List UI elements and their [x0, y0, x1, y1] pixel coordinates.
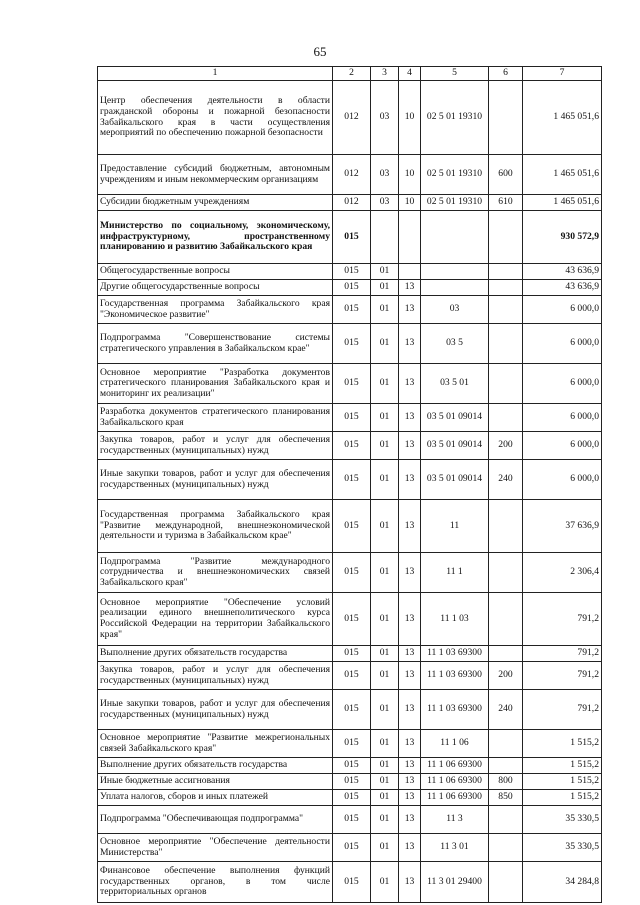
cell-name: Другие общегосударственные вопросы [98, 280, 333, 296]
cell-section: 01 [371, 593, 399, 646]
table-row [98, 460, 602, 500]
cell-expense-type: 240 [489, 690, 523, 730]
cell-grbs: 015 [333, 790, 371, 806]
cell-section: 01 [371, 690, 399, 730]
cell-name: Выполнение других обязательств государства [98, 646, 333, 662]
cell-target-article: 03 [421, 296, 489, 324]
table-row [98, 774, 602, 790]
table-row [98, 280, 602, 296]
cell-name: Закупка товаров, работ и услуг для обеспечения государственных (муниципальных) нужд [98, 662, 333, 690]
cell-grbs: 015 [333, 862, 371, 903]
cell-name: Основное мероприятие "Разработка документов стратегического планирования Забайкальского края и мониторинг их реализации" [98, 364, 333, 404]
cell-amount: 6 000,0 [523, 296, 602, 324]
cell-amount: 6 000,0 [523, 432, 602, 460]
cell-subsection: 13 [399, 593, 421, 646]
cell-section: 01 [371, 790, 399, 806]
cell-section: 01 [371, 324, 399, 364]
cell-name: Иные бюджетные ассигнования [98, 774, 333, 790]
table-row [98, 806, 602, 834]
header-cell-4: 4 [399, 67, 421, 81]
cell-name: Министерство по социальному, экономическому, инфраструктурному, пространственному планированию и развитию Забайкальского края [98, 211, 333, 264]
cell-target-article [421, 280, 489, 296]
page-number: 65 [313, 44, 327, 59]
cell-name: Государственная программа Забайкальского края "Развитие международной, внешнеэкономической деятельности и туризма в Забайкальском крае" [98, 500, 333, 553]
cell-expense-type [489, 862, 523, 903]
cell-expense-type: 850 [489, 790, 523, 806]
cell-grbs: 015 [333, 432, 371, 460]
cell-expense-type: 240 [489, 460, 523, 500]
cell-subsection [399, 211, 421, 264]
cell-subsection: 13 [399, 296, 421, 324]
table-row [98, 834, 602, 862]
cell-section: 01 [371, 296, 399, 324]
table-row [98, 730, 602, 758]
table-row [98, 324, 602, 364]
cell-expense-type: 800 [489, 774, 523, 790]
cell-expense-type: 200 [489, 662, 523, 690]
cell-amount: 35 330,5 [523, 806, 602, 834]
table-row [98, 404, 602, 432]
cell-expense-type: 200 [489, 432, 523, 460]
cell-expense-type [489, 364, 523, 404]
cell-name: Предоставление субсидий бюджетным, автономным учреждениям и иным некоммерческим организациям [98, 155, 333, 195]
cell-target-article: 11 1 06 69300 [421, 758, 489, 774]
header-row [98, 67, 602, 81]
cell-section: 01 [371, 862, 399, 903]
cell-subsection: 10 [399, 195, 421, 211]
cell-target-article: 02 5 01 19310 [421, 195, 489, 211]
cell-expense-type [489, 593, 523, 646]
cell-name: Разработка документов стратегического планирования Забайкальского края [98, 404, 333, 432]
cell-target-article: 11 1 06 [421, 730, 489, 758]
cell-expense-type: 600 [489, 155, 523, 195]
cell-name: Основное мероприятие "Обеспечение деятельности Министерства" [98, 834, 333, 862]
cell-section: 01 [371, 264, 399, 280]
cell-name: Подпрограмма "Обеспечивающая подпрограмма" [98, 806, 333, 834]
cell-amount: 43 636,9 [523, 264, 602, 280]
cell-subsection: 13 [399, 834, 421, 862]
cell-grbs: 015 [333, 460, 371, 500]
cell-grbs: 015 [333, 500, 371, 553]
cell-subsection [399, 264, 421, 280]
cell-section: 01 [371, 500, 399, 553]
cell-target-article: 11 1 03 69300 [421, 646, 489, 662]
header-cell-1: 1 [98, 67, 333, 81]
table-body [98, 67, 602, 903]
cell-amount: 1 465 051,6 [523, 155, 602, 195]
cell-expense-type [489, 264, 523, 280]
cell-expense-type [489, 758, 523, 774]
cell-expense-type [489, 646, 523, 662]
cell-section: 01 [371, 432, 399, 460]
cell-name: Основное мероприятие "Обеспечение условий реализации единого внешнеполитического курса Российской Федерации на территории Забайкальского края" [98, 593, 333, 646]
cell-name: Основное мероприятие "Развитие межрегиональных связей Забайкальского края" [98, 730, 333, 758]
cell-grbs: 015 [333, 758, 371, 774]
cell-subsection: 13 [399, 790, 421, 806]
table-row [98, 593, 602, 646]
cell-grbs: 015 [333, 324, 371, 364]
cell-grbs: 012 [333, 81, 371, 155]
cell-name: Общегосударственные вопросы [98, 264, 333, 280]
cell-grbs: 015 [333, 211, 371, 264]
cell-target-article: 11 1 06 69300 [421, 790, 489, 806]
cell-target-article: 02 5 01 19310 [421, 155, 489, 195]
cell-amount: 37 636,9 [523, 500, 602, 553]
cell-target-article: 11 1 06 69300 [421, 774, 489, 790]
cell-section: 01 [371, 662, 399, 690]
cell-expense-type [489, 280, 523, 296]
cell-expense-type [489, 806, 523, 834]
cell-section: 03 [371, 81, 399, 155]
cell-section: 01 [371, 806, 399, 834]
cell-amount: 6 000,0 [523, 324, 602, 364]
cell-target-article: 11 1 [421, 553, 489, 593]
cell-section: 01 [371, 834, 399, 862]
header-cell-5: 5 [421, 67, 489, 81]
cell-amount: 791,2 [523, 593, 602, 646]
cell-section: 01 [371, 730, 399, 758]
cell-amount: 6 000,0 [523, 460, 602, 500]
cell-name: Иные закупки товаров, работ и услуг для обеспечения государственных (муниципальных) нужд [98, 690, 333, 730]
cell-expense-type [489, 296, 523, 324]
table-row [98, 690, 602, 730]
cell-grbs: 015 [333, 593, 371, 646]
cell-grbs: 015 [333, 806, 371, 834]
cell-subsection: 10 [399, 155, 421, 195]
table-row [98, 81, 602, 155]
table-row [98, 211, 602, 264]
cell-expense-type [489, 404, 523, 432]
cell-expense-type [489, 324, 523, 364]
cell-expense-type [489, 81, 523, 155]
cell-target-article: 11 3 01 [421, 834, 489, 862]
budget-table [97, 66, 602, 903]
cell-subsection: 13 [399, 646, 421, 662]
cell-amount: 6 000,0 [523, 364, 602, 404]
cell-amount: 1 515,2 [523, 730, 602, 758]
cell-section: 01 [371, 758, 399, 774]
cell-subsection: 13 [399, 806, 421, 834]
cell-name: Иные закупки товаров, работ и услуг для обеспечения государственных (муниципальных) нужд [98, 460, 333, 500]
cell-subsection: 13 [399, 280, 421, 296]
cell-amount: 43 636,9 [523, 280, 602, 296]
cell-target-article: 11 1 03 69300 [421, 690, 489, 730]
cell-grbs: 012 [333, 195, 371, 211]
cell-amount: 1 515,2 [523, 758, 602, 774]
cell-grbs: 015 [333, 834, 371, 862]
table-row [98, 662, 602, 690]
header-cell-6: 6 [489, 67, 523, 81]
table-row [98, 500, 602, 553]
cell-subsection: 13 [399, 662, 421, 690]
cell-target-article: 11 1 03 [421, 593, 489, 646]
cell-section: 01 [371, 404, 399, 432]
cell-name: Подпрограмма "Развитие международного сотрудничества и внешнеэкономических связей Забайкальского края" [98, 553, 333, 593]
cell-subsection: 13 [399, 690, 421, 730]
cell-amount: 791,2 [523, 662, 602, 690]
cell-subsection: 13 [399, 324, 421, 364]
table-row [98, 296, 602, 324]
table-row [98, 364, 602, 404]
header-cell-3: 3 [371, 67, 399, 81]
cell-subsection: 13 [399, 404, 421, 432]
cell-name: Центр обеспечения деятельности в области гражданской обороны и пожарной безопасности Забайкальского края в части осуществления мероприятий по обеспечению пожарной безопасности [98, 81, 333, 155]
cell-subsection: 13 [399, 758, 421, 774]
table-row [98, 646, 602, 662]
cell-subsection: 13 [399, 364, 421, 404]
table-row [98, 553, 602, 593]
cell-amount: 1 515,2 [523, 774, 602, 790]
cell-subsection: 13 [399, 432, 421, 460]
cell-amount: 791,2 [523, 690, 602, 730]
cell-amount: 2 306,4 [523, 553, 602, 593]
cell-section: 03 [371, 195, 399, 211]
cell-target-article: 11 1 03 69300 [421, 662, 489, 690]
cell-target-article: 03 5 [421, 324, 489, 364]
cell-target-article: 02 5 01 19310 [421, 81, 489, 155]
cell-subsection: 13 [399, 774, 421, 790]
cell-section: 01 [371, 280, 399, 296]
cell-subsection: 13 [399, 553, 421, 593]
cell-expense-type: 610 [489, 195, 523, 211]
cell-grbs: 015 [333, 730, 371, 758]
cell-grbs: 015 [333, 553, 371, 593]
cell-grbs: 015 [333, 646, 371, 662]
cell-target-article: 11 3 [421, 806, 489, 834]
cell-amount: 930 572,9 [523, 211, 602, 264]
cell-expense-type [489, 553, 523, 593]
cell-expense-type [489, 730, 523, 758]
header-cell-2: 2 [333, 67, 371, 81]
cell-name: Уплата налогов, сборов и иных платежей [98, 790, 333, 806]
cell-subsection: 13 [399, 460, 421, 500]
cell-amount: 6 000,0 [523, 404, 602, 432]
cell-grbs: 015 [333, 662, 371, 690]
cell-name: Финансовое обеспечение выполнения функций государственных органов, в том числе территориальных органов [98, 862, 333, 903]
cell-grbs: 012 [333, 155, 371, 195]
cell-section: 03 [371, 155, 399, 195]
table-row [98, 758, 602, 774]
cell-target-article [421, 264, 489, 280]
cell-grbs: 015 [333, 690, 371, 730]
cell-target-article: 03 5 01 09014 [421, 432, 489, 460]
cell-section [371, 211, 399, 264]
table-row [98, 264, 602, 280]
cell-target-article [421, 211, 489, 264]
cell-grbs: 015 [333, 264, 371, 280]
cell-name: Государственная программа Забайкальского края "Экономическое развитие" [98, 296, 333, 324]
cell-name: Закупка товаров, работ и услуг для обеспечения государственных (муниципальных) нужд [98, 432, 333, 460]
cell-target-article: 11 [421, 500, 489, 553]
cell-amount: 1 465 051,6 [523, 81, 602, 155]
cell-subsection: 13 [399, 730, 421, 758]
cell-target-article: 03 5 01 [421, 364, 489, 404]
cell-amount: 34 284,8 [523, 862, 602, 903]
cell-grbs: 015 [333, 280, 371, 296]
cell-amount: 35 330,5 [523, 834, 602, 862]
cell-amount: 1 515,2 [523, 790, 602, 806]
cell-subsection: 10 [399, 81, 421, 155]
table-row [98, 862, 602, 903]
table-row [98, 432, 602, 460]
cell-grbs: 015 [333, 296, 371, 324]
cell-section: 01 [371, 460, 399, 500]
cell-grbs: 015 [333, 404, 371, 432]
cell-name: Выполнение других обязательств государства [98, 758, 333, 774]
cell-expense-type [489, 834, 523, 862]
cell-subsection: 13 [399, 500, 421, 553]
cell-expense-type [489, 500, 523, 553]
cell-amount: 791,2 [523, 646, 602, 662]
cell-grbs: 015 [333, 364, 371, 404]
cell-subsection: 13 [399, 862, 421, 903]
cell-section: 01 [371, 364, 399, 404]
table-row [98, 155, 602, 195]
table-row [98, 195, 602, 211]
cell-grbs: 015 [333, 774, 371, 790]
cell-section: 01 [371, 774, 399, 790]
cell-target-article: 03 5 01 09014 [421, 404, 489, 432]
table-row [98, 790, 602, 806]
cell-name: Подпрограмма "Совершенствование системы стратегического управления в Забайкальском крае" [98, 324, 333, 364]
cell-amount: 1 465 051,6 [523, 195, 602, 211]
cell-expense-type [489, 211, 523, 264]
header-cell-7: 7 [523, 67, 602, 81]
cell-target-article: 11 3 01 29400 [421, 862, 489, 903]
cell-target-article: 03 5 01 09014 [421, 460, 489, 500]
cell-section: 01 [371, 646, 399, 662]
cell-section: 01 [371, 553, 399, 593]
cell-name: Субсидии бюджетным учреждениям [98, 195, 333, 211]
